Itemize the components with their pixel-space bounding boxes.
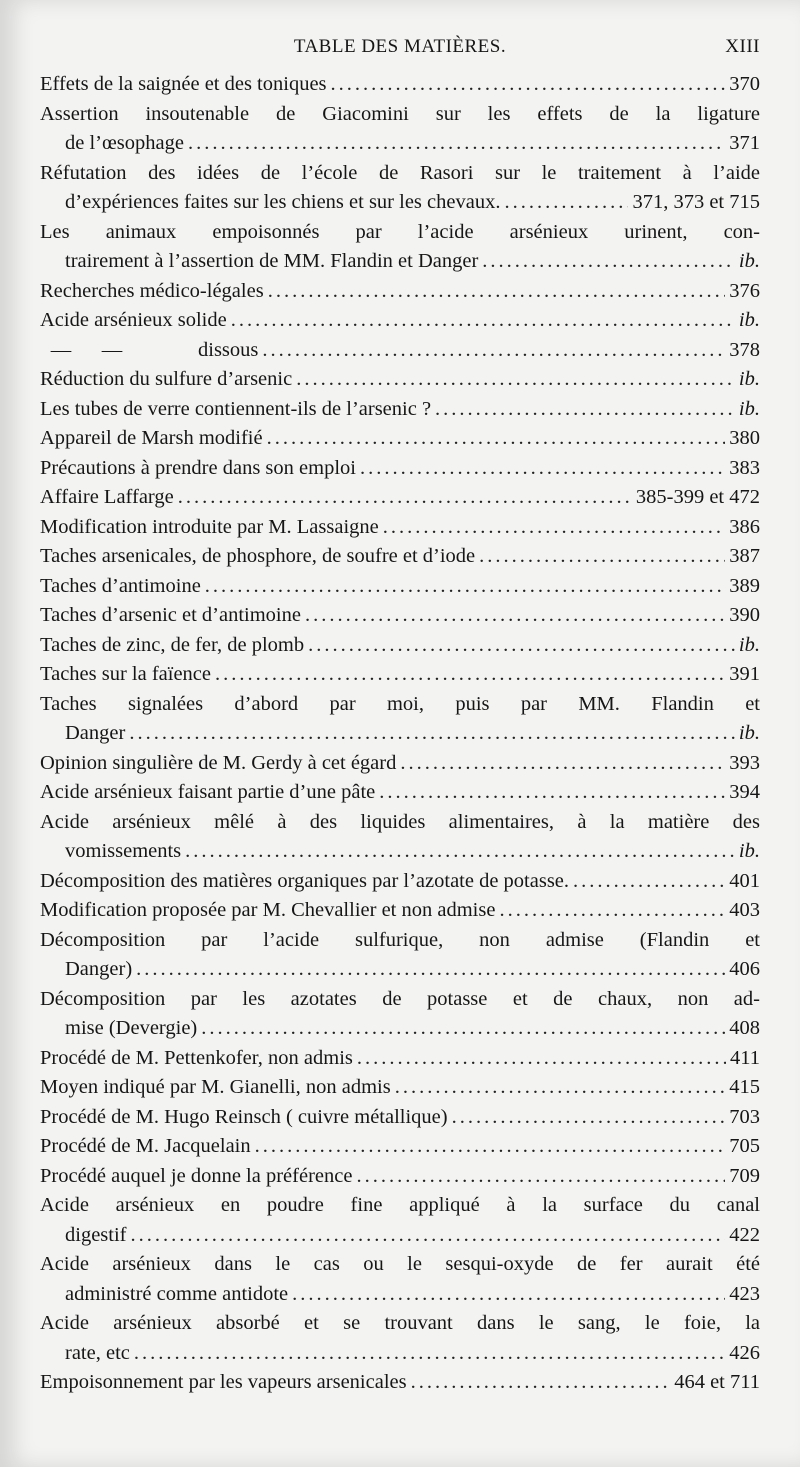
- dot-leader: [136, 955, 725, 985]
- toc-page-ref: ib.: [738, 309, 760, 331]
- toc-entry: [40, 70, 760, 100]
- dot-leader: [379, 778, 725, 808]
- dot-leader: [178, 483, 632, 513]
- toc-entry: [40, 985, 760, 1044]
- toc-page-ref: ib.: [738, 250, 760, 272]
- toc-page-ref: 371: [729, 132, 760, 154]
- toc-page-ref: ib.: [738, 722, 760, 744]
- toc-page-ref: 380: [729, 427, 760, 449]
- toc-page-ref: 415: [729, 1076, 760, 1098]
- toc-entry: [40, 365, 760, 395]
- dot-leader: [134, 1339, 725, 1369]
- toc-entry-continuation: [40, 719, 760, 749]
- toc-entry: [40, 100, 760, 159]
- toc-entry-text: Taches d’antimoine: [40, 574, 201, 597]
- toc-entry-text: [40, 336, 258, 366]
- toc-entry: [40, 1250, 760, 1309]
- toc-page-ref: ib.: [738, 397, 760, 420]
- toc-entry: [40, 218, 760, 277]
- toc-entry-text: Procédé de M. Hugo Reinsch ( cuivre métallique): [40, 1105, 448, 1128]
- toc-entry-text: Recherches médico-légales: [40, 279, 264, 302]
- page-title: TABLE DES MATIÈRES.: [293, 36, 507, 57]
- toc-entry: [40, 808, 760, 867]
- dot-leader: [435, 395, 735, 425]
- toc-page-ref: 376: [729, 279, 760, 302]
- toc-entry-text: Procédé de M. Pettenkofer, non admis: [40, 1046, 353, 1069]
- toc-entry-text: Procédé de M. Jacquelain: [40, 1135, 251, 1157]
- toc-entry: [40, 306, 760, 336]
- dot-leader: [482, 247, 735, 277]
- toc-entry-text: de l’œsophage: [65, 132, 184, 154]
- dot-leader: [305, 601, 725, 631]
- toc-page-ref: 385-399 et 472: [635, 486, 760, 508]
- toc-entry-text: Acide arsénieux dans le cas ou le sesqui-oxyde de fer aurait été: [40, 1253, 760, 1275]
- running-head: [40, 32, 760, 70]
- toc-entry-text: Danger): [65, 958, 133, 980]
- toc-page-ref: 411: [730, 1046, 760, 1069]
- dot-leader: [262, 336, 725, 366]
- dot-leader: [185, 837, 735, 867]
- toc-page-ref: 390: [729, 604, 760, 626]
- toc-page-ref: 394: [729, 781, 760, 803]
- toc-entry-text: Décomposition des matières organiques par l’azotate de potasse.: [40, 869, 570, 892]
- toc-entry-text: administré comme antidote: [65, 1282, 289, 1305]
- toc-entry: [40, 1368, 760, 1398]
- page-number: XIII: [725, 36, 760, 57]
- toc-entry-text: Procédé auquel je donne la préférence: [40, 1164, 353, 1187]
- toc-entry-text: Précautions à prendre dans son emploi: [40, 456, 356, 479]
- toc-entry-continuation: [40, 1280, 760, 1310]
- toc-entry-text: Acide arsénieux absorbé et se trouvant dans le sang, le foie, la: [40, 1312, 760, 1334]
- toc-entry-text: Taches de zinc, de fer, de plomb: [40, 633, 305, 656]
- dot-leader: [411, 1368, 671, 1398]
- dot-leader: [395, 1073, 726, 1103]
- dot-leader: [129, 719, 735, 749]
- toc-entry-text: Réfutation des idées de l’école de Rasori sur le traitement à l’aide: [40, 161, 760, 184]
- toc-entry: [40, 749, 760, 779]
- toc-entry-text: Modification introduite par M. Lassaigne: [40, 515, 379, 538]
- toc-entry: [40, 542, 760, 572]
- toc-entry-text: Assertion insoutenable de Giacomini sur les effets de la ligature: [40, 102, 760, 125]
- toc-entry: [40, 454, 760, 484]
- toc-page-ref: 387: [729, 545, 760, 567]
- toc-entry: [40, 483, 760, 513]
- dot-leader: [383, 513, 726, 543]
- dot-leader: [356, 1162, 725, 1192]
- toc-entry-text: Les animaux empoisonnés par l’acide arsénieux urinent, con-: [40, 220, 760, 243]
- toc-page-ref: ib.: [738, 840, 760, 862]
- ditto-mark: —: [101, 338, 123, 361]
- toc-page-ref: ib.: [738, 368, 760, 390]
- table-of-contents: [40, 70, 760, 1398]
- toc-entry-text: Opinion singulière de M. Gerdy à cet égard: [40, 751, 397, 774]
- dot-leader: [188, 129, 725, 159]
- dot-leader: [331, 70, 726, 100]
- toc-page-ref: 370: [729, 73, 760, 95]
- toc-entry-text: Moyen indiqué par M. Gianelli, non admis: [40, 1076, 391, 1098]
- toc-entry: [40, 1073, 760, 1103]
- toc-entry: [40, 159, 760, 218]
- toc-entry-text: Effets de la saignée et des toniques: [40, 73, 327, 95]
- toc-entry-continuation: [40, 1339, 760, 1369]
- toc-page-ref: 422: [729, 1223, 760, 1246]
- toc-entry: [40, 1132, 760, 1162]
- dot-leader: [452, 1103, 726, 1133]
- toc-page-ref: 423: [729, 1282, 760, 1305]
- dot-leader: [201, 1014, 725, 1044]
- toc-entry-text: Appareil de Marsh modifié: [40, 427, 263, 449]
- toc-entry-text: Décomposition par l’acide sulfurique, non admise (Flandin et: [40, 928, 760, 951]
- toc-entry-continuation: [40, 837, 760, 867]
- dot-leader: [357, 1044, 726, 1074]
- toc-entry-text: Réduction du sulfure d’arsenic: [40, 368, 293, 390]
- toc-entry-text: Taches signalées d’abord par moi, puis par MM. Flandin et: [40, 692, 760, 715]
- toc-entry: [40, 926, 760, 985]
- toc-page-ref: 426: [729, 1341, 760, 1364]
- toc-entry: [40, 277, 760, 307]
- toc-entry: [40, 336, 760, 366]
- dot-leader: [268, 277, 726, 307]
- toc-page-ref: 391: [729, 663, 760, 685]
- toc-entry-text: Acide arsénieux faisant partie d’une pâte: [40, 781, 376, 803]
- toc-entry-text: Danger: [65, 722, 126, 744]
- toc-entry-text: rate, etc: [65, 1341, 130, 1364]
- dot-leader: [292, 1280, 725, 1310]
- toc-page-ref: 393: [729, 751, 760, 774]
- toc-entry: [40, 601, 760, 631]
- toc-entry: [40, 1191, 760, 1250]
- toc-entry: [40, 631, 760, 661]
- toc-page-ref: 408: [729, 1017, 760, 1039]
- toc-page-ref: 703: [729, 1105, 760, 1128]
- toc-page-ref: 378: [729, 338, 760, 361]
- toc-entry: [40, 572, 760, 602]
- toc-entry-text: Modification proposée par M. Chevallier et non admise: [40, 899, 496, 921]
- toc-entry-text: Taches d’arsenic et d’antimoine: [40, 604, 301, 626]
- toc-entry-text: Affaire Laffarge: [40, 486, 174, 508]
- dot-leader: [215, 660, 725, 690]
- dot-leader: [479, 542, 725, 572]
- toc-entry: [40, 1309, 760, 1368]
- toc-entry-text: Taches sur la faïence: [40, 663, 212, 685]
- toc-entry-text: Taches arsenicales, de phosphore, de soufre et d’iode: [40, 545, 476, 567]
- toc-entry: [40, 424, 760, 454]
- toc-entry-continuation: [40, 247, 760, 277]
- toc-page-ref: 705: [729, 1135, 760, 1157]
- dot-leader: [205, 572, 725, 602]
- dot-leader: [296, 365, 735, 395]
- toc-entry-continuation: [40, 955, 760, 985]
- dot-leader: [267, 424, 726, 454]
- toc-entry: [40, 778, 760, 808]
- toc-entry: [40, 395, 760, 425]
- dot-leader: [400, 749, 725, 779]
- toc-entry-continuation: [40, 129, 760, 159]
- toc-entry-text: Acide arsénieux solide: [40, 309, 227, 331]
- toc-entry-text: d’expériences faites sur les chiens et sur les chevaux.: [65, 191, 501, 213]
- toc-entry-continuation: [40, 1014, 760, 1044]
- toc-page-ref: 389: [729, 574, 760, 597]
- dot-leader: [499, 896, 725, 926]
- toc-entry-text: vomissements: [65, 840, 182, 862]
- toc-page-ref: 464 et 711: [674, 1371, 760, 1393]
- toc-entry-text: Décomposition par les azotates de potasse et de chaux, non ad-: [40, 987, 760, 1010]
- toc-entry-continuation: [40, 188, 760, 218]
- toc-page-ref: 401: [729, 869, 760, 892]
- toc-page-ref: 403: [729, 899, 760, 921]
- toc-entry: [40, 660, 760, 690]
- toc-entry-text: Empoisonnement par les vapeurs arsenicales: [40, 1371, 407, 1393]
- dot-leader: [308, 631, 735, 661]
- toc-entry-text: Acide arsénieux en poudre fine appliqué à la surface du canal: [40, 1194, 760, 1216]
- toc-entry: [40, 1162, 760, 1192]
- dot-leader: [255, 1132, 726, 1162]
- toc-entry-continuation: [40, 1221, 760, 1251]
- toc-entry-text: mise (Devergie): [65, 1017, 198, 1039]
- toc-entry-text: trairement à l’assertion de MM. Flandin et Danger: [65, 250, 479, 272]
- toc-entry: [40, 1044, 760, 1074]
- toc-entry: [40, 896, 760, 926]
- toc-page-ref: 406: [729, 958, 760, 980]
- toc-entry-text: Acide arsénieux mêlé à des liquides alimentaires, à la matière des: [40, 810, 760, 833]
- toc-entry: [40, 867, 760, 897]
- toc-page-ref: 709: [729, 1164, 760, 1187]
- ditto-mark: —: [50, 338, 72, 361]
- toc-entry-label: dissous: [198, 338, 259, 361]
- toc-page-ref: 386: [729, 515, 760, 538]
- dot-leader: [231, 306, 735, 336]
- dot-leader: [131, 1221, 726, 1251]
- toc-entry: [40, 513, 760, 543]
- toc-entry-text: Les tubes de verre contiennent-ils de l’arsenic ?: [40, 397, 432, 420]
- toc-page-ref: 371, 373 et 715: [632, 191, 760, 213]
- toc-entry-text: digestif: [65, 1223, 127, 1246]
- dot-leader: [573, 867, 725, 897]
- dot-leader: [504, 188, 628, 218]
- toc-page-ref: 383: [729, 456, 760, 479]
- dot-leader: [360, 454, 725, 484]
- toc-entry: [40, 1103, 760, 1133]
- toc-entry: [40, 690, 760, 749]
- toc-page-ref: ib.: [738, 633, 760, 656]
